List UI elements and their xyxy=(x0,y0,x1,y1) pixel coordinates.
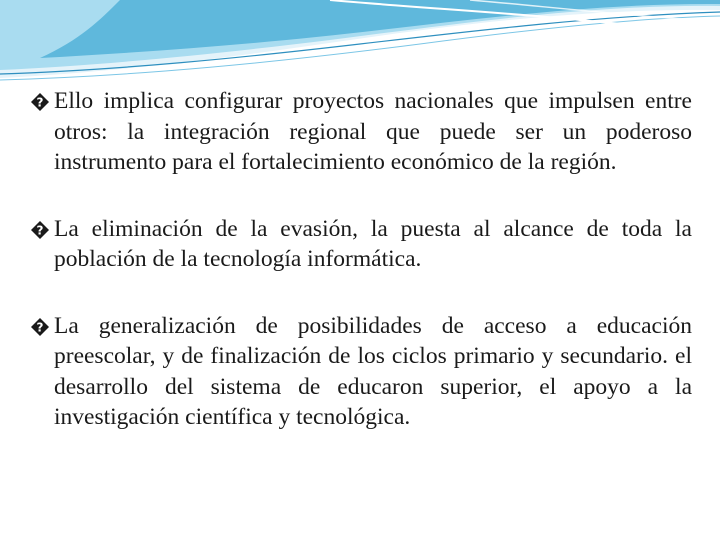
svg-text:?: ? xyxy=(36,320,44,334)
svg-text:?: ? xyxy=(36,223,44,237)
bullet-item xyxy=(30,86,692,178)
bullet-text: La generalización de posibilidades de acceso a educación preescolar, y de finalización de los ciclos primario y secundario. el desarrollo del sistema de educaron superior, el apoyo a la investigación científica y tecnológica. xyxy=(54,312,692,430)
svg-text:?: ? xyxy=(36,95,44,110)
bullet-item xyxy=(30,214,692,275)
slide-content xyxy=(30,86,692,433)
header-wave-decoration xyxy=(0,0,720,90)
bullet-text: Ello implica configurar proyectos nacionales que impulsen entre otros: la integración regional que puede ser un poderoso instrumento para el fortalecimiento económico de la región. xyxy=(54,88,692,175)
replacement-character-icon xyxy=(30,317,50,337)
bullet-item xyxy=(30,311,692,433)
replacement-character-icon xyxy=(30,220,50,240)
bullet-text: La eliminación de la evasión, la puesta al alcance de toda la población de la tecnología informática. xyxy=(54,215,692,272)
replacement-character-icon xyxy=(30,92,50,112)
